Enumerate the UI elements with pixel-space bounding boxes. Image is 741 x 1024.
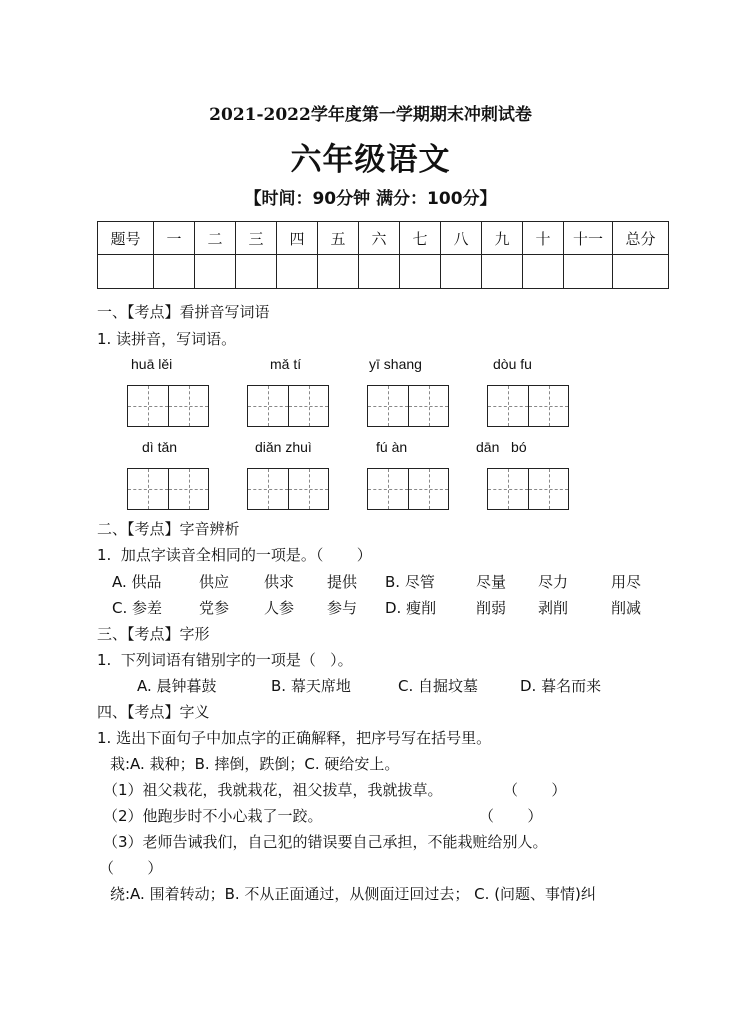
score-entry-cell[interactable] (195, 255, 236, 289)
score-entry-cell[interactable] (613, 255, 669, 289)
option-item: 用尽 (611, 573, 642, 591)
score-table-header-row (98, 222, 669, 255)
option-item: D. 暮名而来 (520, 677, 602, 695)
grid-cell[interactable] (368, 386, 408, 426)
option-item: 供应 (199, 573, 230, 591)
page-title: 六年级语文 (290, 142, 451, 178)
writing-grid[interactable] (247, 468, 329, 510)
grid-cell[interactable] (248, 386, 288, 426)
grid-cell[interactable] (368, 469, 408, 509)
pinyin-label: mǎ tí (270, 356, 302, 372)
pinyin-label: dì tǎn (142, 439, 178, 455)
section-2-heading: 二、【考点】字音辨析 (97, 520, 240, 538)
grid-cell[interactable] (168, 386, 208, 426)
score-header-cell: 九 (482, 222, 523, 255)
option-item: B. 尽管 (385, 573, 435, 591)
grid-cell[interactable] (488, 469, 528, 509)
score-header-cell: 总分 (613, 222, 669, 255)
section-1-question: 1. 读拼音，写词语。 (97, 330, 237, 348)
grid-cell[interactable] (288, 469, 328, 509)
option-item: A. 晨钟暮鼓 (137, 677, 217, 695)
option-item: 人参 (264, 599, 295, 617)
score-entry-cell[interactable] (564, 255, 613, 289)
score-entry-cell[interactable] (482, 255, 523, 289)
answer-paren[interactable]: （ ） (503, 781, 567, 799)
definition-line: 栽:A. 栽种；B. 摔倒，跌倒；C. 硬给安上。 (110, 755, 400, 773)
score-header-cell: 七 (400, 222, 441, 255)
sentence-item: （1）祖父栽花，我就栽花，祖父拔草，我就拔草。 (103, 781, 443, 799)
option-item: A. 供品 (112, 573, 162, 591)
writing-grid[interactable] (487, 385, 569, 427)
writing-grid[interactable] (487, 468, 569, 510)
grid-cell[interactable] (128, 469, 168, 509)
score-entry-cell[interactable] (441, 255, 482, 289)
exam-info: 【时间：90分钟 满分：100分】 (244, 189, 497, 209)
score-header-cell: 十一 (564, 222, 613, 255)
option-item: 尽力 (538, 573, 569, 591)
answer-paren[interactable]: （ ） (99, 859, 163, 877)
section-3-question: 1. 下列词语有错别字的一项是（ ）。 (97, 651, 353, 669)
grid-cell[interactable] (128, 386, 168, 426)
score-table (97, 221, 669, 289)
answer-paren[interactable]: （ ） (479, 807, 543, 825)
exam-supertitle: 2021-2022学年度第一学期期末冲刺试卷 (209, 105, 532, 125)
writing-grid[interactable] (127, 468, 209, 510)
option-item: 削减 (611, 599, 642, 617)
score-header-cell: 六 (359, 222, 400, 255)
score-entry-cell[interactable] (236, 255, 277, 289)
option-item: 削弱 (476, 599, 507, 617)
score-header-cell: 三 (236, 222, 277, 255)
option-item: 供求 (264, 573, 295, 591)
score-entry-cell[interactable] (154, 255, 195, 289)
grid-cell[interactable] (528, 469, 568, 509)
score-entry-cell[interactable] (523, 255, 564, 289)
option-item: 参与 (327, 599, 358, 617)
section-3-heading: 三、【考点】字形 (97, 625, 210, 643)
grid-cell[interactable] (288, 386, 328, 426)
score-header-cell: 题号 (98, 222, 154, 255)
pinyin-label: fú àn (376, 439, 408, 455)
score-header-cell: 四 (277, 222, 318, 255)
section-4-question: 1. 选出下面句子中加点字的正确解释，把序号写在括号里。 (97, 729, 492, 747)
score-header-cell: 一 (154, 222, 195, 255)
grid-cell[interactable] (528, 386, 568, 426)
score-entry-cell[interactable] (277, 255, 318, 289)
score-table-entry-row (98, 255, 669, 289)
pinyin-label: huā lěi (131, 356, 173, 372)
option-item: 党参 (199, 599, 230, 617)
writing-grid[interactable] (367, 468, 449, 510)
grid-cell[interactable] (248, 469, 288, 509)
grid-cell[interactable] (168, 469, 208, 509)
section-2-question: 1. 加点字读音全相同的一项是。（ ） (97, 546, 372, 564)
option-item: D. 瘦削 (385, 599, 437, 617)
option-item: 提供 (327, 573, 358, 591)
pinyin-label: diǎn zhuì (255, 439, 312, 455)
score-entry-cell[interactable] (318, 255, 359, 289)
score-entry-cell[interactable] (400, 255, 441, 289)
score-entry-cell[interactable] (98, 255, 154, 289)
score-header-cell: 八 (441, 222, 482, 255)
option-item: 剥削 (538, 599, 569, 617)
option-item: C. 参差 (112, 599, 163, 617)
pinyin-label: yī shang (369, 356, 422, 372)
writing-grid[interactable] (247, 385, 329, 427)
score-header-cell: 十 (523, 222, 564, 255)
section-1-heading: 一、【考点】看拼音写词语 (97, 303, 270, 321)
option-item: C. 自掘坟墓 (398, 677, 479, 695)
writing-grid[interactable] (367, 385, 449, 427)
score-entry-cell[interactable] (359, 255, 400, 289)
grid-cell[interactable] (408, 469, 448, 509)
score-header-cell: 五 (318, 222, 359, 255)
pinyin-label: dān bó (476, 439, 527, 455)
grid-cell[interactable] (408, 386, 448, 426)
grid-cell[interactable] (488, 386, 528, 426)
sentence-item: （2）他跑步时不小心栽了一跤。 (103, 807, 323, 825)
pinyin-label: dòu fu (493, 356, 532, 372)
definition-line: 绕:A. 围着转动；B. 不从正面通过，从侧面迂回过去； C. (问题、事情)纠 (110, 885, 596, 903)
option-item: 尽量 (476, 573, 507, 591)
section-4-heading: 四、【考点】字义 (97, 703, 210, 721)
score-header-cell: 二 (195, 222, 236, 255)
sentence-item: （3）老师告诫我们，自己犯的错误要自己承担，不能栽赃给别人。 (103, 833, 548, 851)
writing-grid[interactable] (127, 385, 209, 427)
option-item: B. 幕天席地 (271, 677, 351, 695)
